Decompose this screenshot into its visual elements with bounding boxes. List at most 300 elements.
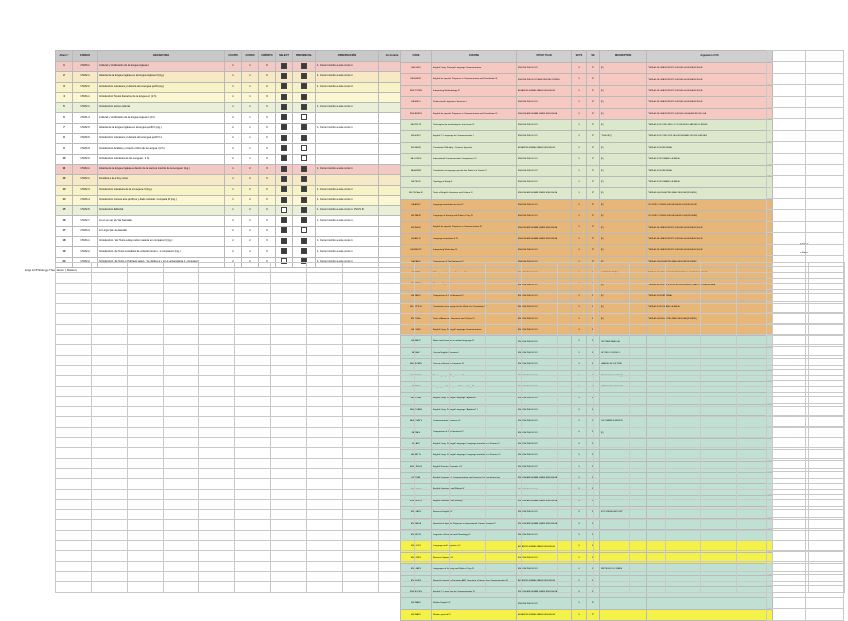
grid-cell[interactable] [629, 438, 665, 448]
grid-cell[interactable] [378, 427, 414, 437]
grid-cell[interactable] [199, 582, 235, 592]
grid-cell[interactable] [558, 468, 594, 478]
grid-cell[interactable] [522, 530, 558, 540]
grid-cell[interactable] [737, 541, 773, 551]
grid-cell[interactable] [235, 520, 271, 530]
grid-cell[interactable] [271, 376, 307, 386]
grid-cell[interactable] [665, 530, 701, 540]
grid-cell[interactable] [342, 365, 378, 375]
grid-cell[interactable] [91, 355, 127, 365]
grid-cell[interactable] [809, 448, 845, 458]
grid-cell[interactable] [773, 283, 809, 293]
grid-cell[interactable] [558, 407, 594, 417]
grid-cell[interactable] [665, 293, 701, 303]
grid-cell[interactable] [378, 314, 414, 324]
grid-cell[interactable] [593, 510, 629, 520]
grid-cell[interactable] [414, 273, 450, 283]
grid-cell[interactable] [378, 438, 414, 448]
checkbox-icon[interactable] [301, 227, 307, 233]
grid-cell[interactable] [378, 283, 414, 293]
grid-cell[interactable] [805, 51, 844, 62]
grid-cell[interactable] [773, 438, 809, 448]
grid-cell[interactable] [450, 314, 486, 324]
grid-cell[interactable] [767, 221, 806, 232]
grid-cell[interactable] [809, 335, 845, 345]
grid-cell[interactable] [414, 468, 450, 478]
table-row[interactable] [56, 154, 406, 164]
grid-cell[interactable] [486, 263, 522, 273]
grid-cell[interactable] [163, 407, 199, 417]
grid-cell[interactable] [629, 324, 665, 334]
checkbox-icon[interactable] [281, 227, 287, 233]
grid-cell[interactable] [91, 314, 127, 324]
grid-cell[interactable] [701, 417, 737, 427]
grid-cell[interactable] [767, 187, 806, 198]
grid-cell[interactable] [773, 561, 809, 571]
grid-cell[interactable] [773, 458, 809, 468]
grid-cell[interactable] [127, 571, 163, 581]
cell-presencial[interactable] [293, 206, 316, 216]
cell-select[interactable] [276, 92, 293, 102]
grid-cell[interactable] [593, 263, 629, 273]
grid-cell[interactable] [235, 489, 271, 499]
grid-cell[interactable] [378, 304, 414, 314]
grid-cell[interactable] [342, 263, 378, 273]
grid-cell[interactable] [199, 386, 235, 396]
grid-cell[interactable] [665, 273, 701, 283]
table-row[interactable] [56, 134, 406, 144]
grid-cell[interactable] [558, 458, 594, 468]
checkbox-icon[interactable] [301, 63, 307, 69]
grid-cell[interactable] [199, 489, 235, 499]
grid-cell[interactable] [629, 582, 665, 592]
grid-cell[interactable] [486, 273, 522, 283]
grid-cell[interactable] [414, 293, 450, 303]
grid-cell[interactable] [809, 520, 845, 530]
checkbox-icon[interactable] [301, 217, 307, 223]
cell-select[interactable] [276, 123, 293, 133]
grid-cell[interactable] [450, 479, 486, 489]
grid-cell[interactable] [773, 468, 809, 478]
grid-cell[interactable] [271, 293, 307, 303]
grid-cell[interactable] [271, 283, 307, 293]
checkbox-icon[interactable] [301, 104, 307, 110]
grid-cell[interactable] [414, 427, 450, 437]
grid-cell[interactable] [486, 438, 522, 448]
grid-cell[interactable] [558, 283, 594, 293]
grid-cell[interactable] [127, 489, 163, 499]
grid-cell[interactable] [271, 510, 307, 520]
cell-presencial[interactable] [293, 92, 316, 102]
grid-cell[interactable] [450, 335, 486, 345]
grid-cell[interactable] [414, 438, 450, 448]
checkbox-icon[interactable] [301, 238, 307, 244]
grid-cell[interactable] [773, 314, 809, 324]
grid-cell[interactable] [450, 283, 486, 293]
grid-cell[interactable] [414, 541, 450, 551]
grid-cell[interactable] [629, 427, 665, 437]
grid-cell[interactable] [271, 458, 307, 468]
grid-cell[interactable] [378, 293, 414, 303]
grid-cell[interactable] [307, 365, 343, 375]
grid-cell[interactable] [127, 499, 163, 509]
grid-cell[interactable] [91, 324, 127, 334]
grid-cell[interactable] [558, 345, 594, 355]
grid-cell[interactable] [629, 376, 665, 386]
table-row[interactable] [56, 195, 406, 205]
cell-presencial[interactable] [293, 175, 316, 185]
grid-cell[interactable] [665, 283, 701, 293]
grid-cell[interactable] [342, 448, 378, 458]
grid-cell[interactable] [558, 489, 594, 499]
grid-cell[interactable] [342, 458, 378, 468]
grid-cell[interactable] [767, 609, 806, 620]
grid-cell[interactable] [593, 520, 629, 530]
grid-cell[interactable] [805, 85, 844, 96]
grid-cell[interactable] [665, 479, 701, 489]
grid-cell[interactable] [342, 427, 378, 437]
grid-cell[interactable] [593, 386, 629, 396]
grid-cell[interactable] [163, 427, 199, 437]
grid-cell[interactable] [593, 293, 629, 303]
grid-cell[interactable] [342, 551, 378, 561]
cell-select[interactable] [276, 82, 293, 92]
grid-cell[interactable] [271, 571, 307, 581]
grid-cell[interactable] [593, 283, 629, 293]
grid-cell[interactable] [127, 293, 163, 303]
grid-cell[interactable] [56, 386, 92, 396]
grid-cell[interactable] [307, 396, 343, 406]
grid-cell[interactable] [91, 551, 127, 561]
grid-cell[interactable] [522, 427, 558, 437]
grid-cell[interactable] [307, 510, 343, 520]
grid-cell[interactable] [701, 438, 737, 448]
grid-cell[interactable] [701, 561, 737, 571]
grid-cell[interactable] [235, 448, 271, 458]
grid-cell[interactable] [809, 355, 845, 365]
checkbox-icon[interactable] [301, 114, 307, 120]
grid-cell[interactable] [809, 345, 845, 355]
grid-cell[interactable] [163, 489, 199, 499]
grid-cell[interactable] [414, 582, 450, 592]
grid-cell[interactable] [809, 324, 845, 334]
cell-select[interactable] [276, 175, 293, 185]
grid-cell[interactable] [522, 458, 558, 468]
cell-select[interactable] [276, 185, 293, 195]
grid-cell[interactable] [486, 355, 522, 365]
grid-cell[interactable] [486, 510, 522, 520]
grid-cell[interactable] [701, 396, 737, 406]
cell-presencial[interactable] [293, 62, 316, 72]
grid-cell[interactable] [450, 448, 486, 458]
grid-cell[interactable] [235, 458, 271, 468]
grid-cell[interactable] [91, 417, 127, 427]
grid-cell[interactable] [486, 520, 522, 530]
grid-cell[interactable] [342, 468, 378, 478]
grid-cell[interactable] [773, 396, 809, 406]
grid-cell[interactable] [486, 530, 522, 540]
grid-cell[interactable] [558, 314, 594, 324]
grid-cell[interactable] [342, 345, 378, 355]
grid-cell[interactable] [414, 499, 450, 509]
grid-cell[interactable] [235, 468, 271, 478]
grid-cell[interactable] [378, 520, 414, 530]
cell-select[interactable] [276, 154, 293, 164]
grid-cell[interactable] [701, 479, 737, 489]
checkbox-icon[interactable] [281, 197, 287, 203]
cell-presencial[interactable] [293, 123, 316, 133]
grid-cell[interactable] [486, 499, 522, 509]
grid-cell[interactable] [737, 273, 773, 283]
grid-cell[interactable] [629, 335, 665, 345]
grid-cell[interactable] [629, 417, 665, 427]
table-row[interactable] [56, 113, 406, 123]
table-row[interactable] [56, 216, 406, 226]
checkbox-icon[interactable] [281, 238, 287, 244]
grid-cell[interactable] [767, 107, 806, 118]
grid-cell[interactable] [701, 335, 737, 345]
cell-presencial[interactable] [293, 113, 316, 123]
grid-cell[interactable] [163, 499, 199, 509]
grid-cell[interactable] [486, 458, 522, 468]
cell-select[interactable] [276, 103, 293, 113]
grid-cell[interactable] [378, 263, 414, 273]
table-row[interactable] [56, 144, 406, 154]
table-row[interactable] [401, 188, 773, 199]
grid-cell[interactable] [127, 304, 163, 314]
grid-cell[interactable] [127, 582, 163, 592]
grid-cell[interactable] [701, 355, 737, 365]
grid-cell[interactable] [163, 396, 199, 406]
grid-cell[interactable] [342, 355, 378, 365]
grid-cell[interactable] [522, 561, 558, 571]
grid-cell[interactable] [629, 458, 665, 468]
grid-cell[interactable] [163, 520, 199, 530]
table-row[interactable] [401, 165, 773, 176]
grid-cell[interactable] [163, 510, 199, 520]
grid-cell[interactable] [773, 427, 809, 437]
grid-cell[interactable] [701, 468, 737, 478]
grid-cell[interactable] [378, 551, 414, 561]
grid-cell[interactable] [701, 427, 737, 437]
cell-select[interactable] [276, 195, 293, 205]
grid-cell[interactable] [127, 283, 163, 293]
grid-cell[interactable] [737, 530, 773, 540]
grid-cell[interactable] [91, 438, 127, 448]
table-row[interactable] [401, 211, 773, 222]
grid-cell[interactable] [593, 304, 629, 314]
checkbox-icon[interactable] [301, 207, 307, 213]
grid-cell[interactable] [558, 561, 594, 571]
grid-cell[interactable] [486, 396, 522, 406]
grid-cell[interactable] [378, 499, 414, 509]
grid-cell[interactable] [450, 541, 486, 551]
checkbox-icon[interactable] [301, 197, 307, 203]
grid-cell[interactable] [767, 130, 806, 141]
checkbox-icon[interactable] [301, 166, 307, 172]
grid-cell[interactable] [767, 62, 806, 73]
grid-cell[interactable] [701, 324, 737, 334]
grid-cell[interactable] [378, 355, 414, 365]
grid-cell[interactable] [307, 304, 343, 314]
grid-cell[interactable] [701, 386, 737, 396]
grid-cell[interactable] [701, 458, 737, 468]
grid-cell[interactable] [629, 561, 665, 571]
grid-cell[interactable] [701, 314, 737, 324]
grid-cell[interactable] [522, 386, 558, 396]
grid-cell[interactable] [127, 458, 163, 468]
grid-cell[interactable] [414, 365, 450, 375]
checkbox-icon[interactable] [301, 186, 307, 192]
grid-cell[interactable] [307, 499, 343, 509]
grid-cell[interactable] [701, 448, 737, 458]
grid-cell[interactable] [414, 551, 450, 561]
grid-cell[interactable] [486, 365, 522, 375]
grid-cell[interactable] [199, 293, 235, 303]
grid-cell[interactable] [199, 314, 235, 324]
grid-cell[interactable] [91, 561, 127, 571]
grid-cell[interactable] [56, 263, 92, 273]
grid-cell[interactable] [450, 438, 486, 448]
grid-cell[interactable] [342, 489, 378, 499]
grid-cell[interactable] [56, 448, 92, 458]
grid-cell[interactable] [737, 365, 773, 375]
grid-cell[interactable] [593, 365, 629, 375]
grid-cell[interactable] [665, 376, 701, 386]
grid-cell[interactable] [773, 479, 809, 489]
grid-cell[interactable] [558, 263, 594, 273]
grid-cell[interactable] [629, 273, 665, 283]
grid-cell[interactable] [414, 530, 450, 540]
grid-cell[interactable] [522, 407, 558, 417]
grid-cell[interactable] [558, 304, 594, 314]
grid-cell[interactable] [307, 458, 343, 468]
grid-cell[interactable] [522, 510, 558, 520]
grid-cell[interactable] [665, 561, 701, 571]
grid-cell[interactable] [450, 499, 486, 509]
grid-cell[interactable] [56, 314, 92, 324]
grid-cell[interactable] [629, 551, 665, 561]
grid-cell[interactable] [522, 541, 558, 551]
checkbox-icon[interactable] [301, 124, 307, 130]
grid-cell[interactable] [522, 324, 558, 334]
grid-cell[interactable] [809, 541, 845, 551]
grid-cell[interactable] [805, 119, 844, 130]
grid-cell[interactable] [307, 293, 343, 303]
grid-cell[interactable] [737, 571, 773, 581]
grid-cell[interactable] [522, 468, 558, 478]
grid-cell[interactable] [91, 376, 127, 386]
grid-cell[interactable] [629, 520, 665, 530]
grid-cell[interactable] [665, 355, 701, 365]
grid-cell[interactable] [91, 263, 127, 273]
grid-cell[interactable] [163, 365, 199, 375]
grid-cell[interactable] [665, 582, 701, 592]
table-row[interactable] [401, 598, 773, 609]
grid-cell[interactable] [378, 489, 414, 499]
grid-cell[interactable] [805, 176, 844, 187]
grid-cell[interactable] [665, 468, 701, 478]
grid-cell[interactable] [163, 479, 199, 489]
checkbox-icon[interactable] [281, 124, 287, 130]
grid-cell[interactable] [773, 541, 809, 551]
cell-select[interactable] [276, 216, 293, 226]
grid-cell[interactable] [593, 582, 629, 592]
grid-cell[interactable] [235, 530, 271, 540]
grid-cell[interactable] [91, 510, 127, 520]
grid-cell[interactable] [701, 283, 737, 293]
grid-cell[interactable] [163, 530, 199, 540]
grid-cell[interactable] [665, 520, 701, 530]
grid-cell[interactable] [450, 304, 486, 314]
grid-cell[interactable] [307, 489, 343, 499]
grid-cell[interactable] [307, 417, 343, 427]
grid-cell[interactable] [486, 571, 522, 581]
grid-cell[interactable] [414, 510, 450, 520]
grid-cell[interactable] [773, 386, 809, 396]
grid-cell[interactable] [342, 324, 378, 334]
grid-cell[interactable] [450, 396, 486, 406]
grid-cell[interactable] [199, 335, 235, 345]
grid-cell[interactable] [127, 314, 163, 324]
table-row[interactable] [56, 72, 406, 82]
checkbox-icon[interactable] [301, 83, 307, 89]
grid-cell[interactable] [629, 479, 665, 489]
grid-cell[interactable] [450, 407, 486, 417]
grid-cell[interactable] [199, 468, 235, 478]
grid-cell[interactable] [235, 427, 271, 437]
grid-cell[interactable] [56, 468, 92, 478]
table-row[interactable] [401, 74, 773, 85]
grid-cell[interactable] [91, 427, 127, 437]
grid-cell[interactable] [235, 335, 271, 345]
grid-cell[interactable] [805, 164, 844, 175]
grid-cell[interactable] [486, 314, 522, 324]
grid-cell[interactable] [91, 499, 127, 509]
grid-cell[interactable] [56, 335, 92, 345]
grid-cell[interactable] [809, 314, 845, 324]
grid-cell[interactable] [56, 520, 92, 530]
grid-cell[interactable] [199, 407, 235, 417]
grid-cell[interactable] [773, 571, 809, 581]
grid-cell[interactable] [307, 520, 343, 530]
grid-cell[interactable] [805, 244, 844, 255]
grid-cell[interactable] [593, 396, 629, 406]
grid-cell[interactable] [378, 448, 414, 458]
table-row[interactable] [56, 237, 406, 247]
grid-cell[interactable] [805, 96, 844, 107]
grid-cell[interactable] [665, 541, 701, 551]
checkbox-icon[interactable] [301, 145, 307, 151]
grid-cell[interactable] [737, 376, 773, 386]
grid-cell[interactable] [199, 365, 235, 375]
grid-cell[interactable] [414, 417, 450, 427]
grid-cell[interactable] [522, 335, 558, 345]
grid-cell[interactable] [91, 479, 127, 489]
grid-cell[interactable] [558, 510, 594, 520]
grid-cell[interactable] [773, 582, 809, 592]
grid-cell[interactable] [809, 263, 845, 273]
grid-cell[interactable] [307, 283, 343, 293]
grid-cell[interactable] [271, 365, 307, 375]
grid-cell[interactable] [235, 571, 271, 581]
grid-cell[interactable] [235, 479, 271, 489]
grid-cell[interactable] [378, 407, 414, 417]
grid-cell[interactable] [737, 582, 773, 592]
grid-cell[interactable] [127, 376, 163, 386]
grid-cell[interactable] [56, 499, 92, 509]
grid-cell[interactable] [737, 458, 773, 468]
